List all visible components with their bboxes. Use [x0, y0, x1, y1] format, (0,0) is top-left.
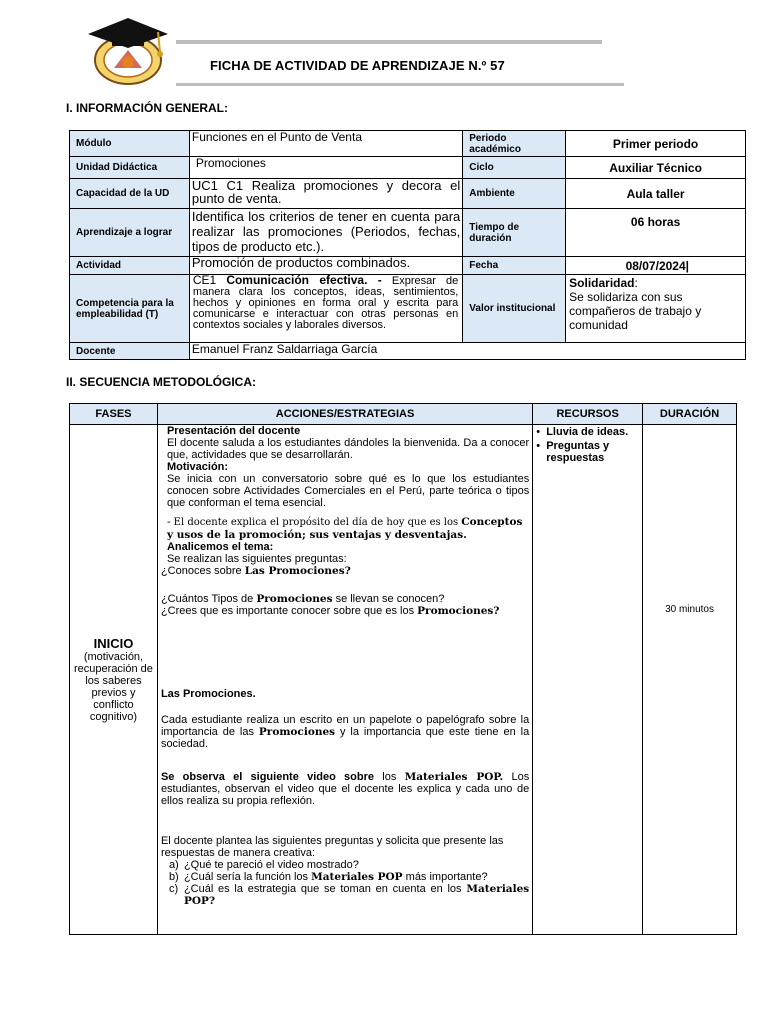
duration-cell: 30 minutos [643, 425, 737, 935]
ciclo-value: Auxiliar Técnico [566, 157, 746, 179]
header-fases: FASES [70, 404, 158, 425]
resource-item: • Lluvia de ideas. [536, 426, 639, 438]
general-info-table [69, 130, 746, 360]
competencia-code: CE1 [192, 273, 217, 287]
motivacion-title: Motivación: [166, 461, 229, 473]
valor-colon: : [634, 276, 638, 290]
resources-cell [533, 425, 643, 935]
modulo-value: Funciones en el Punto de Venta [189, 131, 462, 157]
actividad-label: Actividad [70, 257, 190, 275]
preguntas-intro: El docente plantea las siguientes preguntas y solicita que presente las respuestas de manera creativa: [160, 835, 504, 859]
header-rule-top [176, 40, 602, 44]
video-text: Se observa el siguiente video sobre los Materiales POP. Los estudiantes, observan el video que el docente les explica y cada uno de ellos realiza su propia reflexión. [160, 771, 530, 807]
question-2: ¿Cuántos Tipos de Promociones se llevan se conocen? [160, 593, 445, 605]
section-heading-sequence: II. SECUENCIA METODOLÓGICA: [66, 375, 257, 389]
valor-label: Valor institucional [463, 275, 566, 343]
analicemos-text: Se realizan las siguientes preguntas: [166, 553, 347, 565]
ciclo-label: Ciclo [463, 157, 566, 179]
unidad-label: Unidad Didáctica [70, 157, 190, 179]
ambiente-value: Aula taller [566, 179, 746, 209]
capacidad-value: UC1 C1 Realiza promociones y decora el punto de venta. [189, 179, 462, 209]
valor-value [566, 275, 746, 343]
aprendizaje-value: Identifica los criterios de tener en cuenta para realizar las promociones (Periodos, fechas, tipos de producto etc.). [189, 209, 462, 257]
competencia-value [189, 275, 462, 343]
competencia-label: Competencia para la empleabilidad (T) [70, 275, 190, 343]
promociones-title: Las Promociones. [160, 688, 256, 700]
proposito-text: - El docente explica el propósito del día de hoy que es los Conceptos y usos de la promoción; sus ventajas y desventajas. [166, 516, 523, 541]
header-duracion: DURACIÓN [643, 404, 737, 425]
periodo-label: Periodo académico [463, 131, 566, 157]
section-heading-general-info: I. INFORMACIÓN GENERAL: [66, 101, 228, 115]
competencia-title: Comunicación efectiva. - [226, 273, 382, 287]
modulo-label: Módulo [70, 131, 190, 157]
docente-value: Emanuel Franz Saldarriaga García [189, 343, 745, 360]
proposito-dash: - [166, 516, 171, 528]
presentacion-title: Presentación del docente [166, 425, 301, 437]
aprendizaje-label: Aprendizaje a lograr [70, 209, 190, 257]
question-3: ¿Crees que es importante conocer sobre que es los Promociones? [160, 605, 500, 617]
motivacion-text: Se inicia con un conversatorio sobre qué es lo que los estudiantes conocen sobre Actividades Comerciales en el Perú, parte teórica o tipos que conforman el tema esencial. [166, 473, 530, 509]
resource-item: • Preguntas y respuestas [536, 440, 639, 464]
tiempo-label: Tiempo de duración [463, 209, 566, 257]
valor-text: Se solidariza con sus compañeros de trabajo y comunidad [569, 290, 702, 332]
fecha-value: 08/07/2024| [566, 257, 746, 275]
header-recursos: RECURSOS [533, 404, 643, 425]
presentacion-text: El docente saluda a los estudiantes dándoles la bienvenida. Da a conocer que, actividades que se desarrollarán. [166, 437, 530, 461]
docente-label: Docente [70, 343, 190, 360]
valor-title: Solidaridad [569, 276, 635, 290]
list-item: c) ¿Cuál es la estrategia que se toman en cuenta en los Materiales POP? [168, 883, 530, 907]
capacidad-label: Capacidad de la UD [70, 179, 190, 209]
actions-cell [157, 425, 532, 935]
analicemos-title: Analicemos el tema: [166, 541, 274, 553]
unidad-value: Promociones [189, 157, 462, 179]
list-item: a) ¿Qué te pareció el video mostrado? [168, 859, 359, 871]
list-item: b) ¿Cuál sería la función los Materiales POP más importante? [168, 871, 488, 883]
fase-inicio [70, 425, 158, 935]
tiempo-value: 06 horas [566, 209, 746, 257]
fase-title: INICIO [93, 636, 134, 651]
document-title: FICHA DE ACTIVIDAD DE APRENDIZAJE N.º 57 [210, 58, 505, 73]
competencia-text: Expresar de manera clara los conceptos, ideas, sentimientos, hechos y opiniones en forma oral y escrita para comunicarse e interactuar con otras personas en contextos sociales y laborales diversos. [192, 275, 459, 331]
header-rule-bottom [176, 83, 624, 86]
promociones-text: Cada estudiante realiza un escrito en un papelote o papelógrafo sobre la importancia de las Promociones y la importancia que este tiene en la sociedad. [160, 714, 530, 750]
periodo-value: Primer periodo [566, 131, 746, 157]
methodology-sequence-table [69, 403, 737, 935]
preguntas-list [161, 859, 529, 907]
header-acciones: ACCIONES/ESTRATEGIAS [157, 404, 532, 425]
actividad-value: Promoción de productos combinados. [189, 257, 462, 275]
institution-logo [84, 12, 168, 88]
fase-description: (motivación, recuperación de los saberes previos y conflicto cognitivo) [74, 651, 153, 723]
ambiente-label: Ambiente [463, 179, 566, 209]
question-1: ¿Conoces sobre Las Promociones? [160, 565, 351, 577]
fecha-label: Fecha [463, 257, 566, 275]
